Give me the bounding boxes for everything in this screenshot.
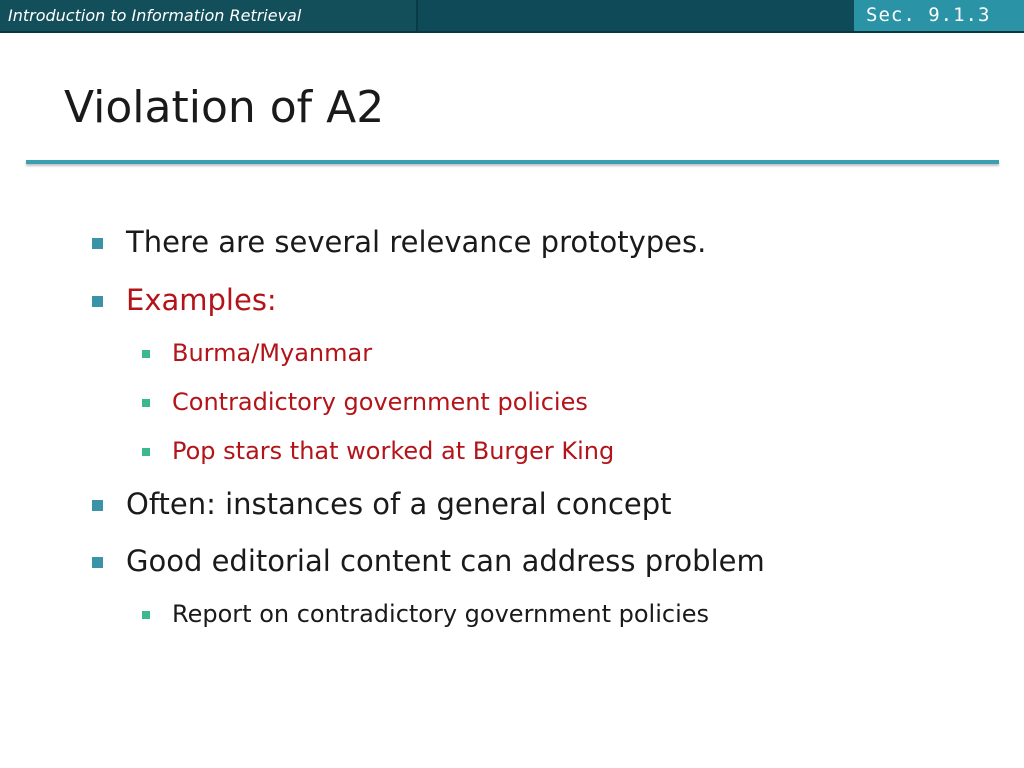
- square-bullet-icon: [142, 448, 150, 456]
- square-bullet-icon: [142, 350, 150, 358]
- bullet-text: Contradictory government policies: [172, 388, 588, 416]
- bullet-text: Often: instances of a general concept: [126, 487, 672, 521]
- square-bullet-icon: [92, 238, 103, 249]
- sub-bullet-item: [172, 339, 372, 367]
- sub-bullet-item: [172, 388, 588, 416]
- square-bullet-icon: [142, 399, 150, 407]
- header-bar: [0, 0, 1024, 33]
- course-title: Introduction to Information Retrieval: [0, 0, 418, 31]
- bullet-text: There are several relevance prototypes.: [126, 225, 707, 259]
- square-bullet-icon: [92, 296, 103, 307]
- sub-bullet-item: [172, 600, 709, 628]
- section-label: Sec. 9.1.3: [854, 0, 1024, 31]
- title-divider: [26, 160, 999, 164]
- bullet-text: Pop stars that worked at Burger King: [172, 437, 615, 465]
- bullet-item: [126, 487, 672, 521]
- bullet-text: Good editorial content can address problem: [126, 544, 765, 578]
- sub-bullet-item: [172, 437, 614, 465]
- header-divider: [0, 31, 1024, 33]
- bullet-item: [126, 283, 277, 317]
- bullet-item: [126, 544, 765, 578]
- bullet-text: Examples:: [126, 283, 277, 317]
- bullet-text: Report on contradictory government policies: [172, 600, 709, 628]
- square-bullet-icon: [92, 557, 103, 568]
- bullet-item: [126, 225, 706, 259]
- bullet-text: Burma/Myanmar: [172, 339, 373, 367]
- slide-title: Violation of A2: [64, 82, 385, 133]
- square-bullet-icon: [142, 611, 150, 619]
- square-bullet-icon: [92, 500, 103, 511]
